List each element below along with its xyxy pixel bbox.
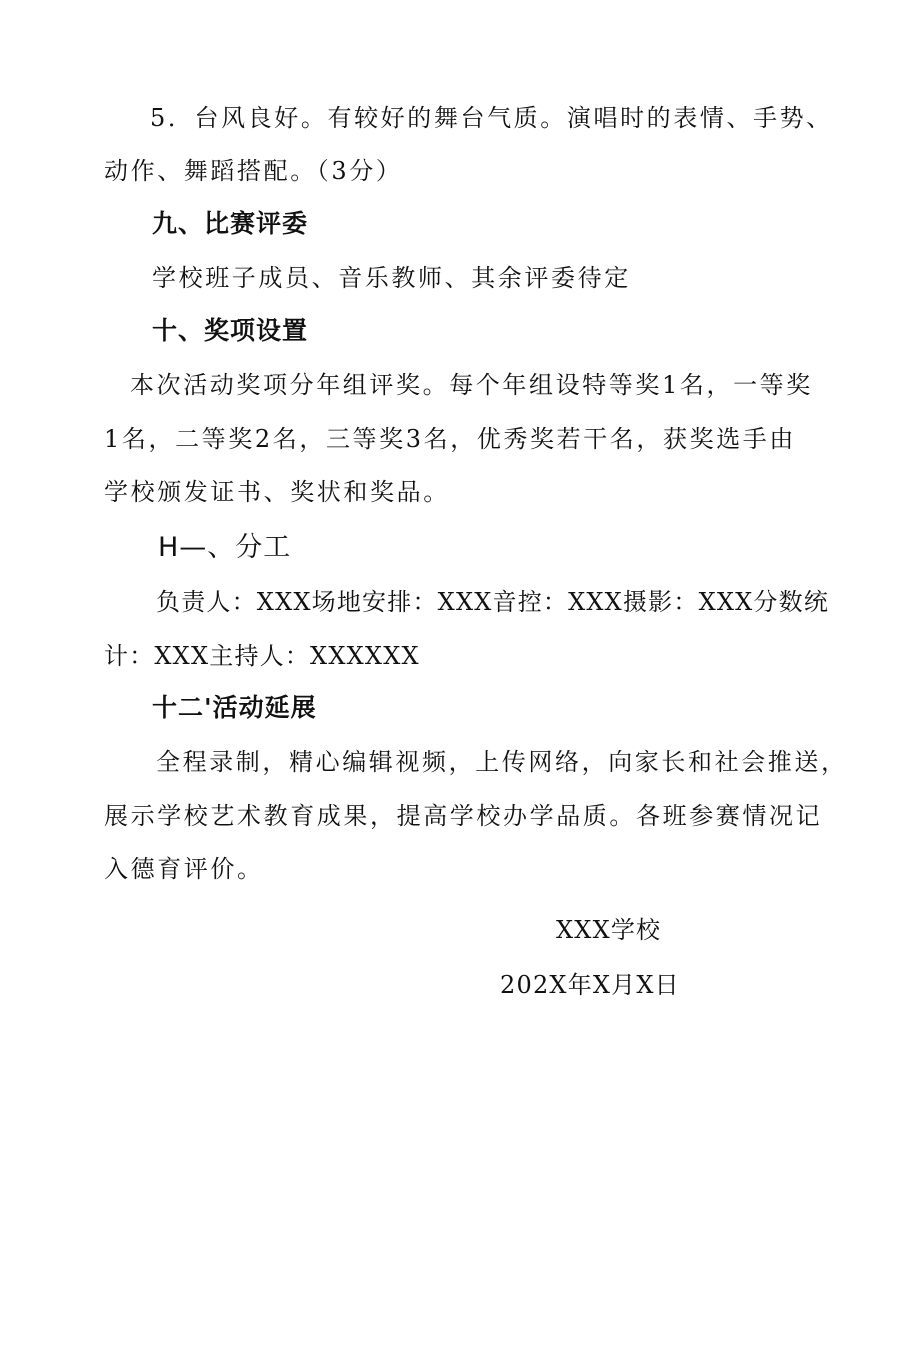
section12-line3: 入德育评价。 (104, 855, 264, 883)
section10-line2: 1名，二等奖2名，三等奖3名，优秀奖若干名，获奖选手由 (104, 425, 797, 453)
signature-school: XXX学校 (556, 916, 662, 944)
signature-date: 202X年X月X日 (500, 971, 680, 999)
section11-line1: 负责人：XXX场地安排：XXX音控：XXX摄影：XXX分数统 (156, 588, 830, 616)
section10-heading: 十、奖项设置 (152, 316, 309, 345)
item5-line1: 5．台风良好。有较好的舞台气质。演唱时的表情、手势、 (150, 104, 833, 132)
section12-line2: 展示学校艺术教育成果，提高学校办学品质。各班参赛情况记 (104, 802, 823, 830)
section9-body: 学校班子成员、音乐教师、其余评委待定 (152, 264, 631, 292)
section9-heading: 九、比赛评委 (152, 209, 309, 238)
section11-heading: H—、分工 (158, 532, 292, 563)
section12-line1: 全程录制，精心编辑视频，上传网络，向家长和社会推送， (156, 748, 848, 776)
item5-line2: 动作、舞蹈搭配。（3分） (104, 157, 403, 185)
section11-line2: 计：XXX主持人：XXXXXX (104, 642, 420, 670)
section12-heading: 十二'活动延展 (152, 693, 317, 722)
section10-line1: 本次活动奖项分年组评奖。每个年组设特等奖1名，一等奖 (130, 371, 813, 399)
section10-line3: 学校颁发证书、奖状和奖品。 (104, 478, 450, 506)
